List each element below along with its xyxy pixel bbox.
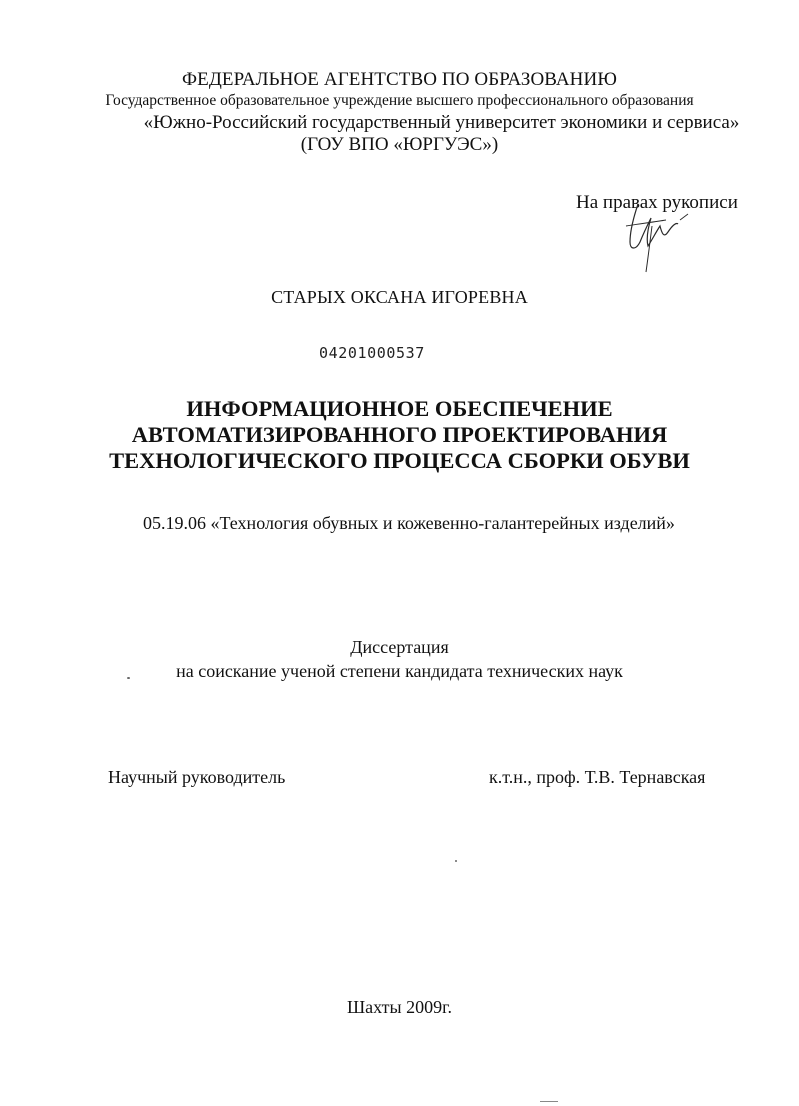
title-line-1: ИНФОРМАЦИОННОЕ ОБЕСПЕЧЕНИЕ — [186, 396, 613, 421]
degree-statement: на соискание ученой степени кандидата технических наук — [176, 661, 623, 681]
scan-speck — [127, 677, 130, 679]
signature-icon — [618, 196, 692, 276]
university-name: «Южно-Российский государственный университет экономики и сервиса» — [143, 112, 740, 133]
scan-speck — [455, 860, 457, 862]
author-name: СТАРЫХ ОКСАНА ИГОРЕВНА — [271, 287, 528, 307]
manuscript-note: На правах рукописи — [576, 192, 738, 213]
university-abbreviation: (ГОУ ВПО «ЮРГУЭС») — [300, 134, 499, 155]
dissertation-title — [0, 396, 799, 474]
document-type: Диссертация — [350, 637, 449, 657]
scan-mark — [540, 1101, 558, 1102]
title-line-3: ТЕХНОЛОГИЧЕСКОГО ПРОЦЕССА СБОРКИ ОБУВИ — [109, 448, 690, 473]
title-line-2: АВТОМАТИЗИРОВАННОГО ПРОЕКТИРОВАНИЯ — [131, 422, 668, 447]
institution-type: Государственное образовательное учреждение высшего профессионального образования — [105, 92, 694, 109]
registration-number: 04201000537 — [319, 344, 425, 362]
agency-name: ФЕДЕРАЛЬНОЕ АГЕНТСТВО ПО ОБРАЗОВАНИЮ — [182, 69, 617, 90]
supervisor-name: к.т.н., проф. Т.В. Тернавская — [489, 767, 706, 787]
supervisor-label: Научный руководитель — [108, 767, 286, 787]
place-and-year: Шахты 2009г. — [346, 997, 452, 1017]
specialty-code: 05.19.06 «Технология обувных и кожевенно-галантерейных изделий» — [143, 513, 675, 533]
